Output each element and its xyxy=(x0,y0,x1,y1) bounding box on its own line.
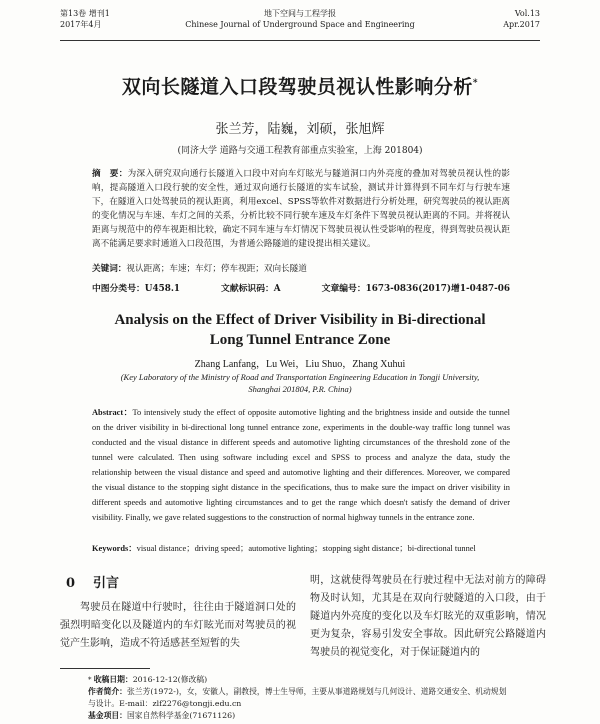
abstract-label-en: Abstract： xyxy=(92,408,133,417)
abstract-text-cn: 为深入研究双向通行长隧道入口段中对向车灯眩光与隧道洞口内外亮度的叠加对驾驶员视认性的影响，提高隧道入口段行驶的安全性，通过双向通行长隧道的实车试验，测试并计算得到不同车灯与行驶车速下，在隧道入口处驾驶员的视认距离，利用excel、SPSS等软件对数据进行分析处理，研究驾驶员的视认距离的变化情况与车速、车灯之间的关系，分析比较不同行驶车速及车灯条件下驾驶员视认距离的不同。并将视认距离与规范中的停车视距相比较，确定不同车速与车灯情况下驾驶员视认性受影响的程度，得到驾驶员视认距离不能满足要求时通道入口段范围，为普通公路隧道的建设提出相关建议。 xyxy=(92,169,510,249)
abstract-text-en: To intensively study the effect of opposite automotive lighting and the brightness inside and outside the tunnel on the driver visibility in bi-directional long tunnel entrance zone, experiments in the double-way traffic long tunnel was conducted and the visual distance in different speeds and automotive lighting circumstances of the threshold zone of the tunnel were calculated. Then using software including excel and SPSS to process and analyze the data, study the relationship between the visual distance and speed and automotive lighting and their differences. Moreover, we compared the visual distance to the stopping sight distance in the specifications, thus to make sure the impact on driver visibility in different speeds and automotive lighting circumstances and to get the range which doesn't satisfy the demand of driver visibility. Finally, we gave related suggestions to the construction of normal highway tunnels in the entrance zone. xyxy=(92,408,510,522)
keywords-text-en: visual distance；driving speed；automotive lighting；stopping sight distance；bi-directional tunnel xyxy=(136,544,476,553)
authors-en: Zhang Lanfang，Lu Wei，Liu Shuo，Zhang Xuhui xyxy=(194,359,406,370)
affiliation-cn: (同济大学 道路与交通工程教育部重点实验室，上海 201804) xyxy=(177,146,423,156)
body-column-left xyxy=(60,572,296,653)
affiliation-en: (Key Laboratory of the Ministry of Road and Transportation Engineering Education in Tongji University, Shanghai 201804, P.R. China) xyxy=(120,372,480,394)
abstract-label-cn: 摘 要： xyxy=(92,169,128,179)
paper-title-cn xyxy=(0,72,600,99)
author-info: 张兰芳(1972-)，女，安徽人，副教授，博士生导师，主要从事道路规划与几何设计、道路交通安全、机动规划与设计。E-mail：zlf2276@tongji.edu.cn xyxy=(88,687,507,708)
footnote-divider xyxy=(60,668,150,669)
footnote-fund xyxy=(88,710,510,722)
keywords-label-cn: 关键词： xyxy=(92,264,127,274)
footnote-received: * 收稿日期：2016-12-12(修改稿) xyxy=(88,675,208,684)
abstract-cn xyxy=(92,167,510,251)
section-heading xyxy=(60,572,296,591)
author-info-label: 作者简介： xyxy=(88,687,127,696)
abstract-en xyxy=(92,405,510,525)
authors-cn: 张兰芳，陆巍，刘硕，张旭辉 xyxy=(215,122,385,137)
issue-date-en: Apr.2017 xyxy=(503,20,540,29)
document-code: 文献标识码：A xyxy=(221,284,281,294)
volume-issue: 第13卷 增刊1 xyxy=(60,9,110,18)
keywords-text-cn: 视认距离；车速；车灯；停车视距；双向长隧道 xyxy=(126,264,307,274)
volume-en: Vol.13 xyxy=(514,9,540,18)
issue-date-cn: 2017年4月 xyxy=(60,20,102,29)
received-date: 2016-12-12(修改稿) xyxy=(132,675,208,684)
fund-info: 国家自然科学基金(71671126) xyxy=(126,711,236,720)
article-number: 文章编号：1673-0836(2017)增1-0487-06 xyxy=(321,284,510,294)
title-en-line2: Long Tunnel Entrance Zone xyxy=(209,332,391,348)
footnote-author xyxy=(88,686,510,710)
paper-title-en xyxy=(0,310,600,350)
title-text-cn: 双向长隧道入口段驾驶员视认性影响分析 xyxy=(121,76,473,98)
keywords-cn xyxy=(92,262,510,274)
keywords-en xyxy=(92,542,510,554)
title-en-line1: Analysis on the Effect of Driver Visibility in Bi-directional xyxy=(114,312,486,328)
received-label: 收稿日期： xyxy=(93,675,133,684)
fund-label: 基金项目： xyxy=(88,711,127,720)
section-number: 0 xyxy=(66,576,76,591)
keywords-label-en: Keywords： xyxy=(92,544,137,553)
clc-number: 中图分类号：U458.1 xyxy=(92,284,180,294)
header-right xyxy=(503,8,540,30)
title-footnote-mark: * xyxy=(472,78,479,89)
classification-row xyxy=(92,281,510,294)
body-paragraph-right: 明，这就使得驾驶员在行驶过程中无法对前方的障碍物及时认知，尤其是在双向行驶隧道的入口段，由于隧道内外亮度的变化以及车灯眩光的双重影响，情况更为复杂，容易引发安全事故。因此研究公路隧道内驾驶员的视觉变化，对于保证隧道内的 xyxy=(310,575,546,658)
header-center xyxy=(60,8,540,30)
footnote xyxy=(88,674,510,722)
header-divider xyxy=(60,40,540,41)
journal-name-en: Chinese Journal of Underground Space and Engineering xyxy=(185,20,415,29)
body-column-right xyxy=(310,572,546,662)
section-title: 引言 xyxy=(93,576,120,591)
journal-name-cn: 地下空间与工程学报 xyxy=(264,9,336,18)
body-paragraph-left: 驾驶员在隧道中行驶时，往往由于隧道洞口处的强烈明暗变化以及隧道内的车灯眩光而对驾驶员的视觉产生影响，造成不符适感甚至短暂的失 xyxy=(60,602,296,649)
page-header xyxy=(60,8,540,42)
